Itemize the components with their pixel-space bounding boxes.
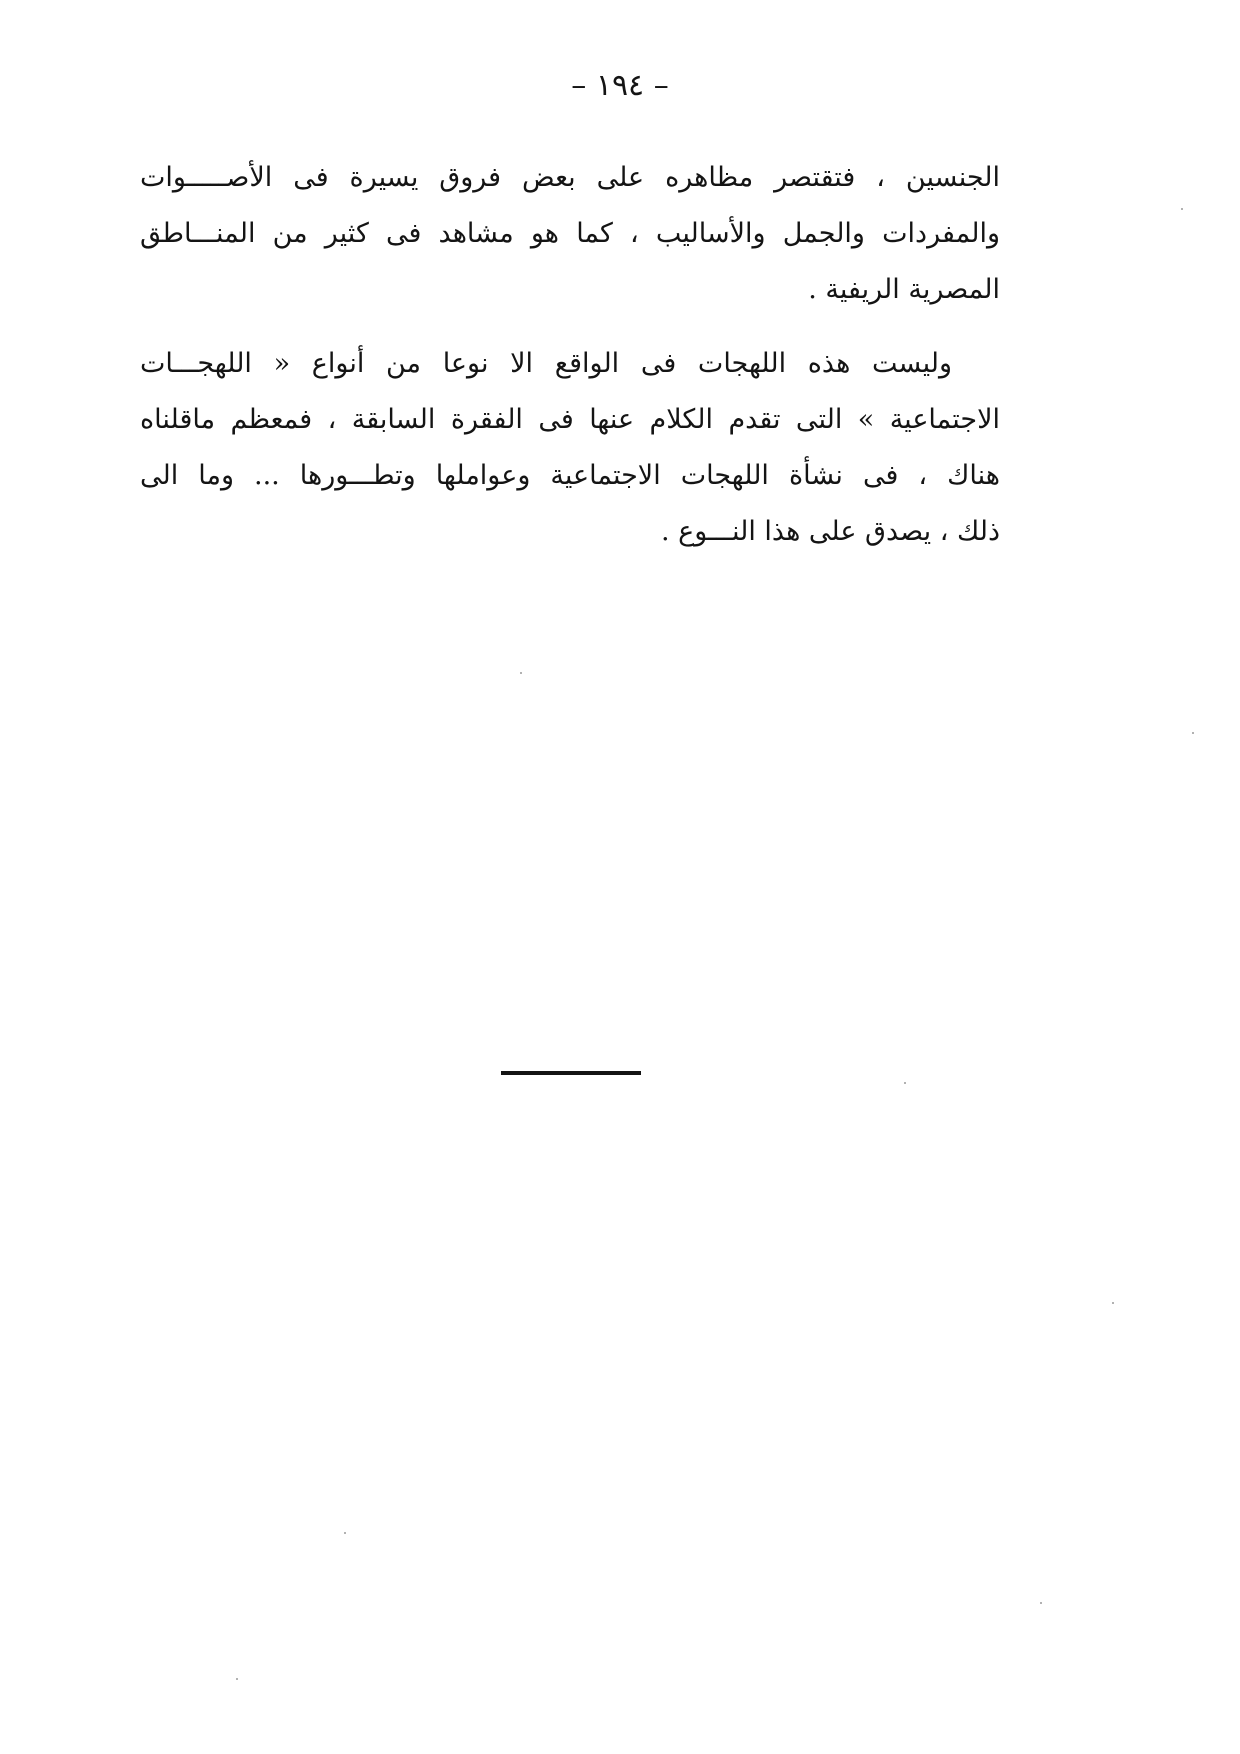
scan-speck [1112,1302,1114,1304]
paragraph-2-line-4: ذلك ، يصدق على هذا النـــوع . [661,516,1000,547]
paragraph-1 [140,150,1000,318]
scan-speck [904,1082,906,1084]
paragraph-2-line-1: وليست هذه اللهجات فى الواقع الا نوعا من أنواع « اللهجـــات [140,348,952,379]
paragraph-2-line-3: هناك ، فى نشأة اللهجات الاجتماعية وعواملها وتطـــورها ... وما الى [140,460,1000,491]
section-end-rule [501,1071,641,1075]
paragraph-2 [140,336,1000,560]
scan-speck [520,672,522,674]
scan-speck [1040,1602,1042,1604]
scan-speck [1192,732,1194,734]
paragraph-1-line-3: المصرية الريفية . [808,274,1000,305]
paragraph-2-line-2: الاجتماعية » التى تقدم الكلام عنها فى الفقرة السابقة ، فمعظم ماقلناه [140,404,1000,435]
scan-speck [344,1532,346,1534]
scan-speck [1181,208,1183,210]
paragraph-1-line-2: والمفردات والجمل والأساليب ، كما هو مشاهد فى كثير من المنـــاطق [140,218,1000,249]
page-number: – ١٩٤ – [571,68,669,103]
paragraph-1-line-1: الجنسين ، فتقتصر مظاهره على بعض فروق يسيرة فى الأصـــــوات [140,162,1000,193]
scan-speck [236,1678,238,1680]
